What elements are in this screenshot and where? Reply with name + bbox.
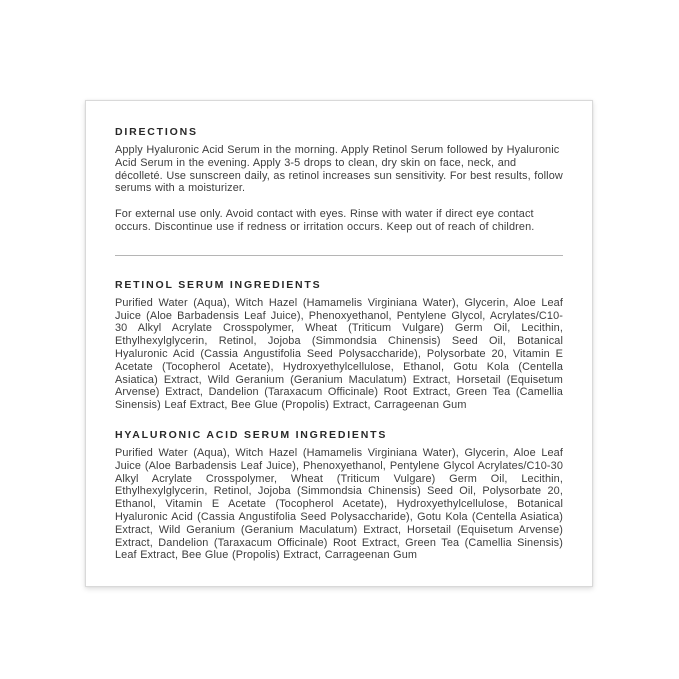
hyaluronic-ingredients-heading: HYALURONIC ACID SERUM INGREDIENTS bbox=[115, 428, 388, 441]
directions-warning-paragraph: For external use only. Avoid contact with eyes. Rinse with water if direct eye contact occurs. Discontinue use if redness or irritation occurs. Keep out of reach of children. bbox=[115, 208, 535, 233]
retinol-ingredients-section bbox=[115, 279, 563, 412]
directions-heading: DIRECTIONS bbox=[115, 126, 198, 138]
retinol-ingredients-heading: RETINOL SERUM INGREDIENTS bbox=[115, 278, 322, 291]
product-label-card bbox=[85, 100, 593, 587]
hyaluronic-ingredients-paragraph: Purified Water (Aqua), Witch Hazel (Hamamelis Virginiana Water), Glycerin, Aloe Leaf Juice (Aloe Barbadensis Leaf Juice), Phenoxyethanol, Pentylene Glycol Acrylates/C10-30 Alkyl Acrylate Crosspolymer, Wheat (Triticum Vulgare) Germ Oil, Lecithin, Ethylhexylglycerin, Retinol, Jojoba (Simmondsia Chinensis) Seed Oil, Polysorbate 20, Ethanol, Vitamin E Acetate (Tocopherol Acetate), Hydroxyethylcellulose, Botanical Hyaluronic Acid (Cassia Angustifolia Seed Polysaccharide), Gotu Kola (Centella Asiatica) Extract, Wild Geranium (Geranium Maculatum) Extract, Horsetail (Equisetum Arvense) Extract, Dandelion (Taraxacum Officinale) Root Extract, Green Tea (Camellia Sinensis) Leaf Extract, Bee Glue (Propolis) Extract, Carrageenan Gum bbox=[115, 446, 563, 562]
section-divider bbox=[115, 255, 563, 256]
directions-section bbox=[115, 126, 563, 234]
directions-usage-paragraph: Apply Hyaluronic Acid Serum in the morning. Apply Retinol Serum followed by Hyaluronic Acid Serum in the evening. Apply 3-5 drops to clean, dry skin on face, neck, and décolleté. Use sunscreen daily, as retinol increases sun sensitivity. For best results, follow serums with a moisturizer. bbox=[115, 144, 563, 195]
hyaluronic-ingredients-section bbox=[115, 429, 563, 562]
retinol-ingredients-paragraph: Purified Water (Aqua), Witch Hazel (Hamamelis Virginiana Water), Glycerin, Aloe Leaf Juice (Aloe Barbadensis Leaf Juice), Phenoxyethanol, Pentylene Glycol, Acrylates/C10-30 Alkyl Acrylate Crosspolymer, Wheat (Triticum Vulgare) Germ Oil, Lecithin, Ethylhexylglycerin, Retinol, Jojoba (Simmondsia Chinensis) Seed Oil, Botanical Hyaluronic Acid (Cassia Angustifolia Seed Polysaccharide), Polysorbate 20, Vitamin E Acetate (Tocopherol Acetate), Hydroxyethylcellulose, Ethanol, Gotu Kola (Centella Asiatica) Extract, Wild Geranium (Geranium Maculatum) Extract, Horsetail (Equisetum Arvense) Extract, Dandelion (Taraxacum Officinale) Root Extract, Green Tea (Camellia Sinensis) Leaf Extract, Bee Glue (Propolis) Extract, Carrageenan Gum bbox=[115, 296, 563, 412]
